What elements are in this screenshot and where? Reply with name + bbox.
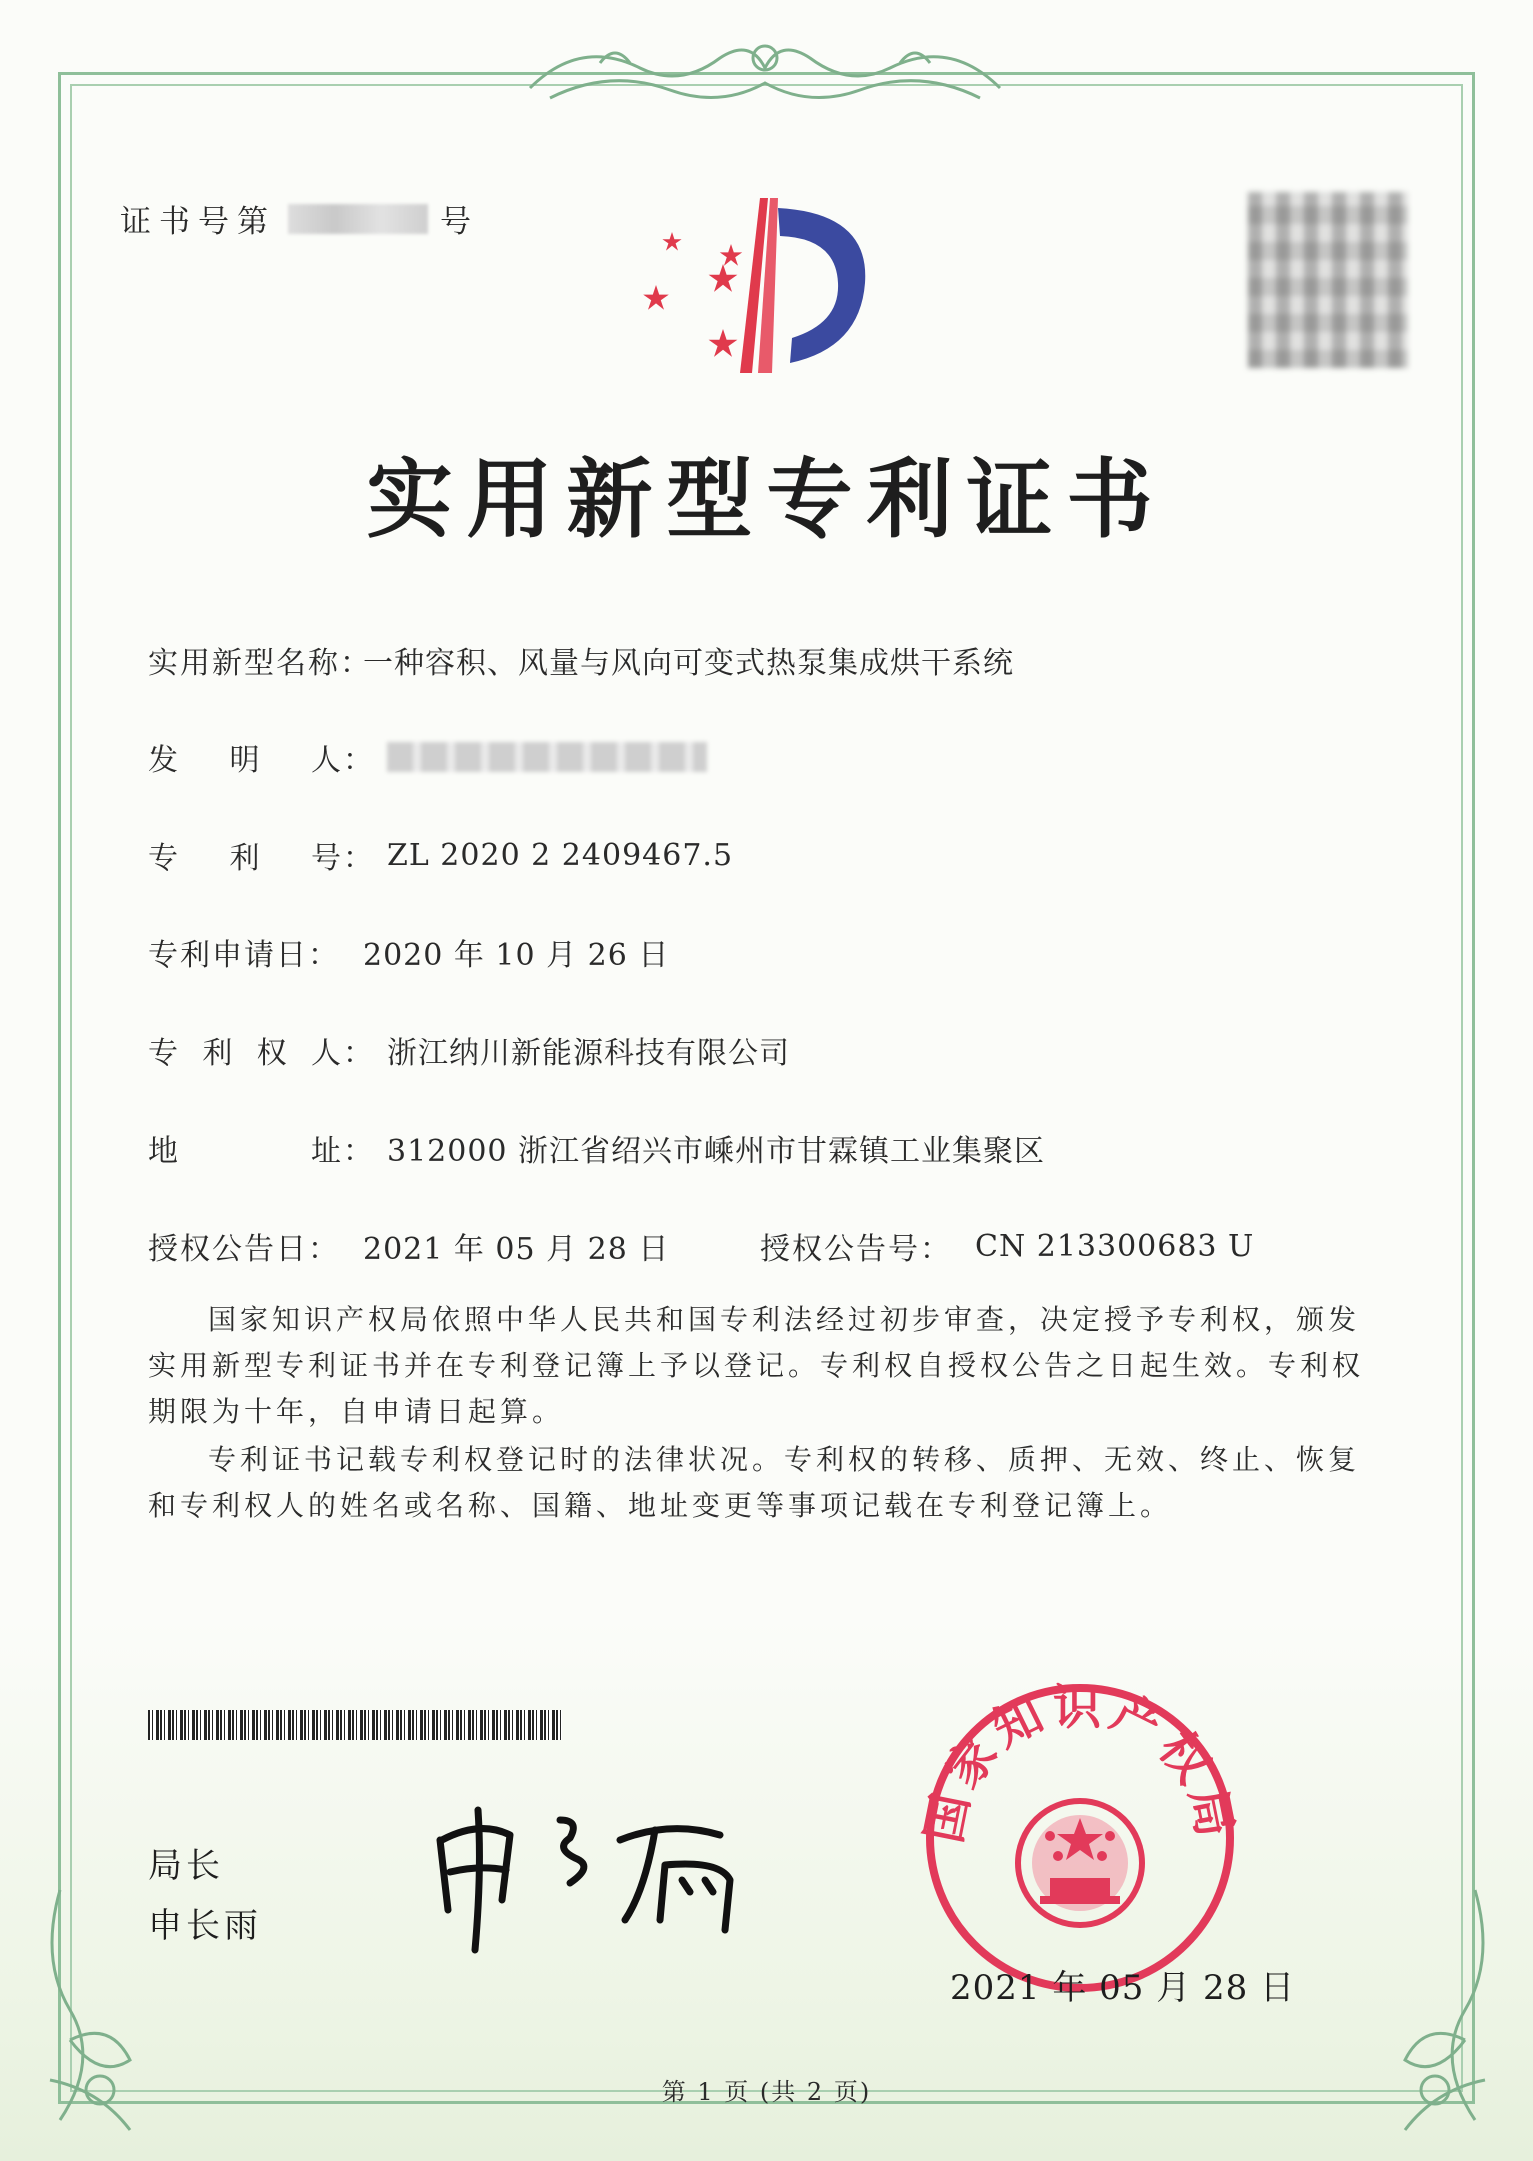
inventor-label bbox=[148, 735, 343, 779]
patentee-value: 浙江纳川新能源科技有限公司 bbox=[387, 1036, 790, 1071]
certificate-title: 实用新型专利证书 bbox=[366, 449, 1167, 550]
inventor-colon: ： bbox=[343, 743, 373, 778]
grant-date-value: 2021 年 05 月 28 日 bbox=[363, 1232, 670, 1267]
grant-date-row bbox=[148, 1224, 669, 1268]
application-date-value: 2020 年 10 月 26 日 bbox=[363, 938, 670, 973]
legal-paragraph-2: 专利证书记载专利权登记时的法律状况。专利权的转移、质押、无效、终止、恢复和专利权人的姓名或名称、国籍、地址变更等事项记载在专利登记簿上。 bbox=[148, 1443, 1361, 1522]
patentee-label-char: 专 bbox=[148, 1036, 180, 1071]
cert-number-suffix: 号 bbox=[440, 204, 479, 240]
director-name: 申长雨 bbox=[148, 1906, 262, 1946]
redacted-qr-code bbox=[1248, 192, 1408, 368]
official-seal bbox=[910, 1668, 1250, 2008]
address-row bbox=[148, 1126, 1045, 1170]
grant-number-value: CN 213300683 U bbox=[975, 1228, 1255, 1264]
grant-number-row bbox=[760, 1224, 1254, 1268]
patent-number-colon: ： bbox=[343, 841, 373, 876]
logo-blue-p bbox=[778, 208, 865, 363]
inventor-label-char: 人 bbox=[311, 743, 343, 778]
national-emblem-icon bbox=[1018, 1801, 1142, 1925]
address-value: 312000 浙江省绍兴市嵊州市甘霖镇工业集聚区 bbox=[387, 1134, 1046, 1169]
address-label-char: 址 bbox=[311, 1134, 343, 1169]
address-label bbox=[148, 1126, 343, 1170]
inventor-label-char: 明 bbox=[229, 743, 262, 778]
patentee-row bbox=[148, 1028, 790, 1072]
seal-date: 2021 年 05 月 28 日 bbox=[950, 1968, 1296, 2008]
logo-stars bbox=[643, 232, 742, 357]
patent-number-label bbox=[148, 833, 343, 877]
utility-model-name-label: 实用新型名称： bbox=[148, 646, 372, 681]
patentee-colon: ： bbox=[343, 1036, 373, 1071]
patent-number-value: ZL 2020 2 2409467.5 bbox=[387, 837, 734, 873]
patent-number-label-char: 利 bbox=[229, 841, 262, 876]
patent-number-row bbox=[148, 833, 733, 877]
patentee-label-char: 权 bbox=[256, 1036, 289, 1071]
certificate-number bbox=[120, 196, 479, 241]
patentee-label-char: 利 bbox=[202, 1036, 235, 1071]
patent-number-label-char: 号 bbox=[311, 841, 343, 876]
legal-paragraph-1: 国家知识产权局依照中华人民共和国专利法经过初步审查，决定授予专利权，颁发实用新型专利证书并在专利登记簿上予以登记。专利权自授权公告之日起生效。专利权期限为十年，自申请日起算。 bbox=[148, 1303, 1365, 1428]
redacted-number bbox=[288, 204, 428, 234]
barcode bbox=[148, 1710, 562, 1740]
address-label-char: 地 bbox=[148, 1134, 180, 1169]
patentee-label-char: 人 bbox=[310, 1036, 343, 1071]
cert-number-prefix: 证书号第 bbox=[120, 204, 276, 240]
patentee-label bbox=[148, 1028, 343, 1072]
page-indicator: 第 1 页 (共 2 页) bbox=[661, 2078, 872, 2106]
inventor-label-char: 发 bbox=[148, 743, 180, 778]
handwritten-signature bbox=[420, 1780, 780, 1960]
utility-model-name-value: 一种容积、风量与风向可变式热泵集成烘干系统 bbox=[363, 646, 1014, 681]
director-title: 局长 bbox=[148, 1846, 224, 1886]
cnipa-logo-icon bbox=[640, 188, 900, 388]
utility-model-name-row bbox=[148, 638, 1014, 682]
inventor-row bbox=[148, 735, 707, 779]
top-ornament bbox=[520, 28, 1010, 118]
grant-number-label: 授权公告号： bbox=[760, 1232, 952, 1267]
application-date-row bbox=[148, 930, 669, 974]
grant-date-label: 授权公告日： bbox=[148, 1232, 340, 1267]
seal-text: 国家知识产权局 bbox=[915, 1679, 1245, 1848]
application-date-label: 专利申请日： bbox=[148, 938, 340, 973]
address-colon: ： bbox=[343, 1134, 373, 1169]
redacted-inventor-names bbox=[387, 742, 707, 772]
patent-number-label-char: 专 bbox=[148, 841, 180, 876]
